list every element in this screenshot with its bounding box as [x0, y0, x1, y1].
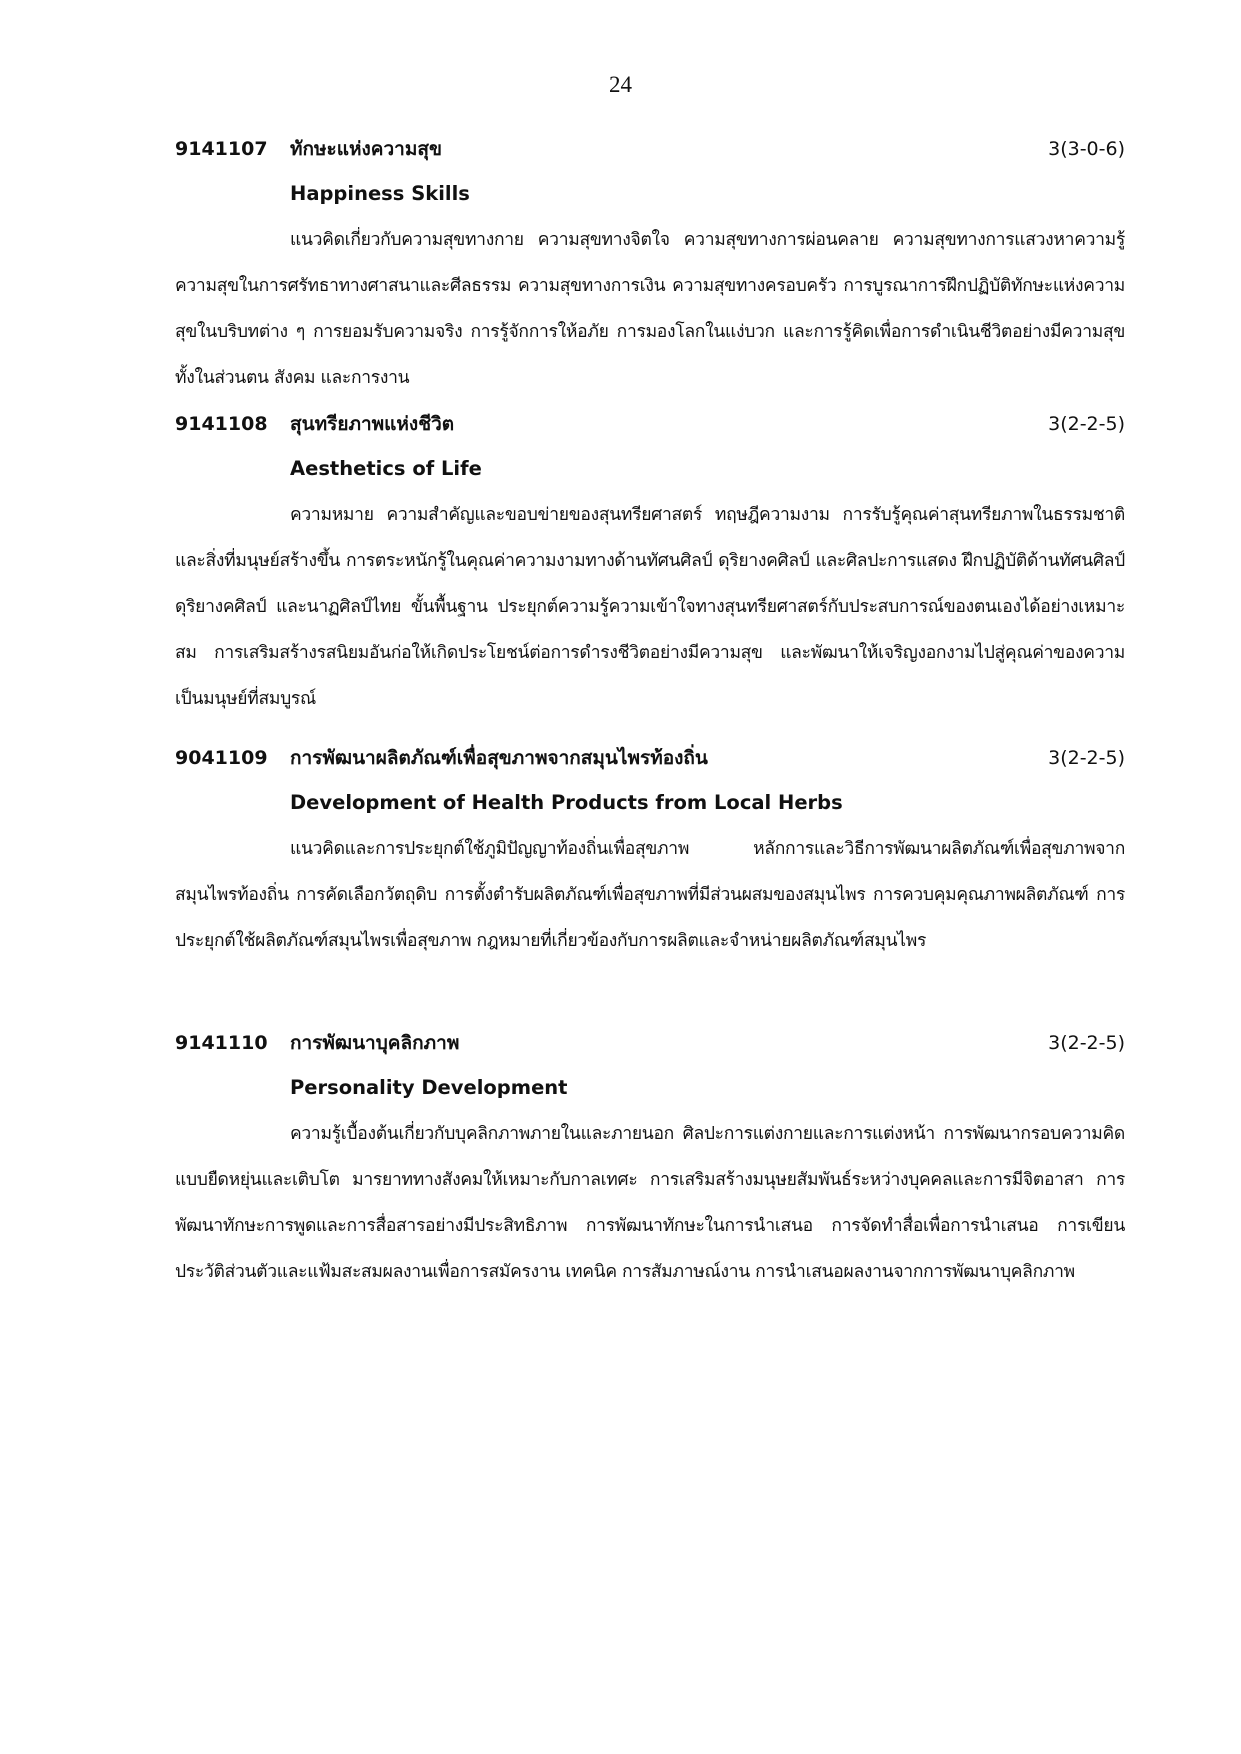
- course-title-english: Development of Health Products from Local Herbs: [290, 791, 843, 814]
- course-code: 9041109: [175, 747, 268, 769]
- course-9141107: [175, 127, 1125, 401]
- course-code: 9141110: [175, 1032, 268, 1054]
- page-number: 24: [609, 72, 632, 97]
- course-title-thai: ทักษะแห่งความสุข: [290, 138, 442, 160]
- course-header: [175, 736, 1125, 780]
- course-title-english: Happiness Skills: [290, 182, 470, 205]
- course-header: [175, 127, 1125, 171]
- course-title-thai: สุนทรียภาพแห่งชีวิต: [290, 413, 455, 435]
- course-title-english: Personality Development: [290, 1076, 568, 1099]
- course-title-thai: การพัฒนาผลิตภัณฑ์เพื่อสุขภาพจากสมุนไพรท้องถิ่น: [290, 747, 708, 769]
- course-code: 9141107: [175, 138, 268, 160]
- course-credits: 3(3-0-6): [1048, 138, 1125, 160]
- course-description: ความหมาย ความสำคัญและขอบข่ายของสุนทรียศาสตร์ ทฤษฎีความงาม การรับรู้คุณค่าสุนทรียภาพในธรรมชาติและสิ่งที่มนุษย์สร้างขึ้น การตระหนักรู้ในคุณค่าความงามทางด้านทัศนศิลป์ ดุริยางคศิลป์ และศิลปะการแสดง ฝึกปฏิบัติด้านทัศนศิลป์ ดุริยางคศิลป์ และนาฏศิลป์ไทย ขั้นพื้นฐาน ประยุกต์ความรู้ความเข้าใจทางสุนทรียศาสตร์กับประสบการณ์ของตนเองได้อย่างเหมาะสม การเสริมสร้างรสนิยมอันก่อให้เกิดประโยชน์ต่อการดำรงชีวิตอย่างมีความสุข และพัฒนาให้เจริญงอกงามไปสู่คุณค่าของความเป็นมนุษย์ที่สมบูรณ์: [175, 505, 1125, 709]
- course-credits: 3(2-2-5): [1048, 413, 1125, 435]
- course-title-english: Aesthetics of Life: [290, 457, 482, 480]
- course-description: แนวคิดและการประยุกต์ใช้ภูมิปัญญาท้องถิ่นเพื่อสุขภาพ หลักการและวิธีการพัฒนาผลิตภัณฑ์เพื่อสุขภาพจากสมุนไพรท้องถิ่น การคัดเลือกวัตถุดิบ การตั้งตำรับผลิตภัณฑ์เพื่อสุขภาพที่มีส่วนผสมของสมุนไพร การควบคุมคุณภาพผลิตภัณฑ์ การประยุกต์ใช้ผลิตภัณฑ์สมุนไพรเพื่อสุขภาพ กฎหมายที่เกี่ยวข้องกับการผลิตและจำหน่ายผลิตภัณฑ์สมุนไพร: [175, 839, 1125, 951]
- course-header: [175, 1021, 1125, 1065]
- course-description: ความรู้เบื้องต้นเกี่ยวกับบุคลิกภาพภายในและภายนอก ศิลปะการแต่งกายและการแต่งหน้า การพัฒนากรอบความคิดแบบยืดหยุ่นและเติบโต มารยาททางสังคมให้เหมาะกับกาลเทศะ การเสริมสร้างมนุษยสัมพันธ์ระหว่างบุคคลและการมีจิตอาสา การพัฒนาทักษะการพูดและการสื่อสารอย่างมีประสิทธิภาพ การพัฒนาทักษะในการนำเสนอ การจัดทำสื่อเพื่อการนำเสนอ การเขียนประวัติส่วนตัวและแฟ้มสะสมผลงานเพื่อการสมัครงาน เทคนิค การสัมภาษณ์งาน การนำเสนอผลงานจากการพัฒนาบุคลิกภาพ: [175, 1124, 1125, 1282]
- course-credits: 3(2-2-5): [1048, 1032, 1125, 1054]
- course-9041109: [175, 736, 1125, 964]
- course-description: แนวคิดเกี่ยวกับความสุขทางกาย ความสุขทางจิตใจ ความสุขทางการผ่อนคลาย ความสุขทางการแสวงหาความรู้ ความสุขในการศรัทธาทางศาสนาและศีลธรรม ความสุขทางการเงิน ความสุขทางครอบครัว การบูรณาการฝึกปฏิบัติทักษะแห่งความสุขในบริบทต่าง ๆ การยอมรับความจริง การรู้จักการให้อภัย การมองโลกในแง่บวก และการรู้คิดเพื่อการดำเนินชีวิตอย่างมีความสุขทั้งในส่วนตน สังคม และการงาน: [175, 230, 1125, 388]
- course-9141110: [175, 1021, 1125, 1295]
- course-credits: 3(2-2-5): [1048, 747, 1125, 769]
- course-header: [175, 402, 1125, 446]
- course-code: 9141108: [175, 413, 268, 435]
- course-9141108: [175, 402, 1125, 722]
- course-title-thai: การพัฒนาบุคลิกภาพ: [290, 1032, 460, 1054]
